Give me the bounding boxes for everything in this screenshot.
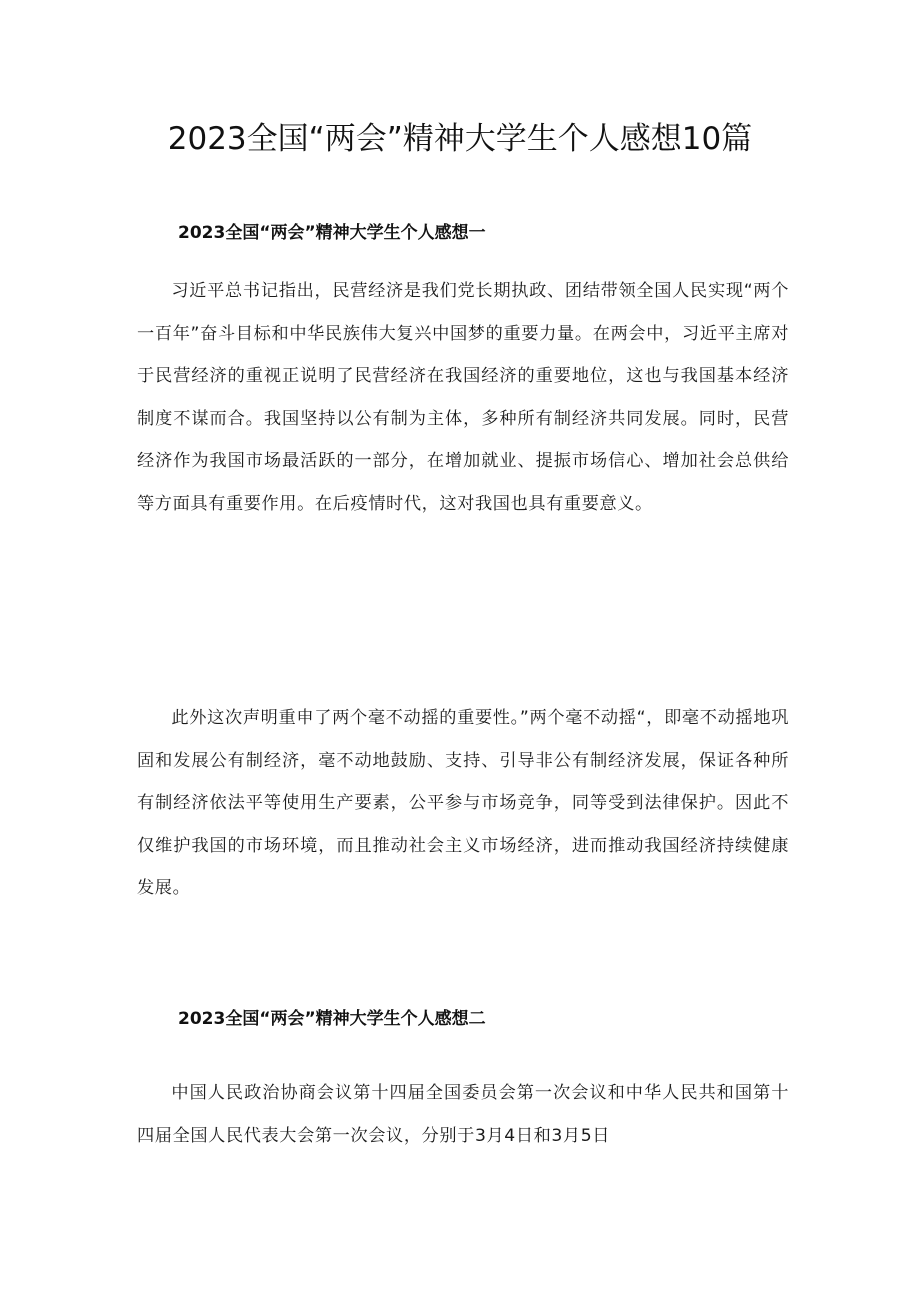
section-heading-2: 2023全国“两会”精神大学生个人感想二 bbox=[178, 1009, 486, 1029]
document-title: 2023全国“两会”精神大学生个人感想10篇 bbox=[167, 121, 753, 157]
section-1-paragraph-1: 习近平总书记指出，民营经济是我们党长期执政、团结带领全国人民实现“两个一百年”奋斗目标和中华民族伟大复兴中国梦的重要力量。在两会中，习近平主席对于民营经济的重视正说明了民营经济在我国经济的重要地位，这也与我国基本经济制度不谋而合。我国坚持以公有制为主体，多种所有制经济共同发展。同时，民营经济作为我国市场最活跃的一部分，在增加就业、提振市场信心、增加社会总供给等方面具有重要作用。在后疫情时代，这对我国也具有重要意义。 bbox=[137, 281, 789, 514]
section-heading-1: 2023全国“两会”精神大学生个人感想一 bbox=[178, 223, 486, 243]
section-1-paragraph-2: 此外这次声明重申了两个毫不动摇的重要性。”两个毫不动摇“，即毫不动摇地巩固和发展公有制经济，毫不动地鼓励、支持、引导非公有制经济发展，保证各种所有制经济依法平等使用生产要素，公平参与市场竞争，同等受到法律保护。因此不仅维护我国的市场环境，而且推动社会主义市场经济，进而推动我国经济持续健康发展。 bbox=[137, 708, 789, 899]
section-2-paragraph-1: 中国人民政治协商会议第十四届全国委员会第一次会议和中华人民共和国第十四届全国人民代表大会第一次会议，分别于3月4日和3月5日 bbox=[137, 1083, 789, 1146]
